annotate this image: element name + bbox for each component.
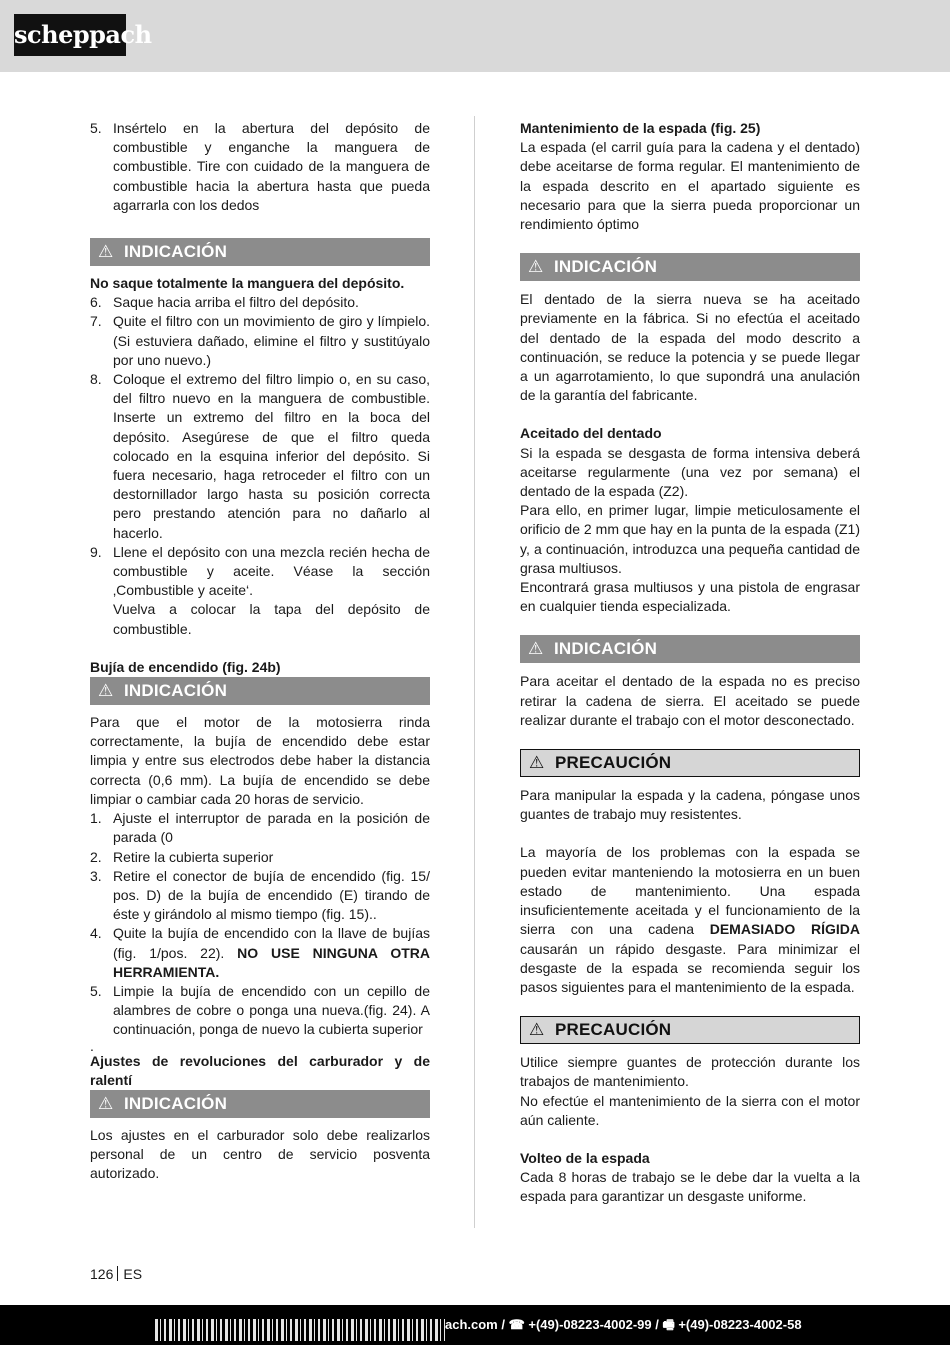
list-item: 7. Quite el filtro con un movimiento de giro y límpielo. (Si estuviera dañado, elimine el filtro y sustitúyalo por uno nuevo.) <box>90 313 430 368</box>
scheppach-logo: scheppach <box>14 14 126 56</box>
paragraph: Si la espada se desgasta de forma intensiva deberá aceitarse regularmente (una vez por semana) el dentado de la espada (Z2). <box>520 444 860 500</box>
list-item: 1. Ajuste el interruptor de parada en la posición de parada (0 <box>90 810 430 846</box>
caution-box: ⚠ PRECAUCIÓN <box>520 749 860 777</box>
warning-triangle-icon: ⚠ <box>528 257 544 277</box>
paragraph: Cada 8 horas de trabajo se le debe dar la vuelta a la espada para garantizar un desgaste uniforme. <box>520 1169 860 1205</box>
list-item: 9. Llene el depósito con una mezcla recién hecha de combustible y aceite. Véase la sección ‚Combustible y aceite‘. <box>90 543 430 599</box>
section-heading: Aceitado del dentado <box>520 425 662 442</box>
dot-text: . <box>90 1037 94 1054</box>
column-divider <box>474 116 475 1228</box>
warning-triangle-icon: ⚠ <box>98 242 114 262</box>
paragraph: Encontrará grasa multiusos y una pistola de engrasar en cualquier tienda especializada. <box>520 579 860 615</box>
note-box: ⚠ INDICACIÓN <box>520 635 860 663</box>
paragraph: El dentado de la sierra nueva se ha aceitado previamente en la fábrica. Si no efectúa el aceitado del dentado de la espada del modo descrito a continuación, se reduce la potencia y se puede llegar a un agarrotamiento, lo que supondrá una anulación de la garantía del fabricante. <box>520 291 860 404</box>
section-heading: Ajustes de revoluciones del carburador y de ralentí <box>90 1052 430 1088</box>
warning-triangle-icon: ⚠ <box>529 1020 545 1040</box>
note-box: ⚠ INDICACIÓN <box>90 238 430 266</box>
warning-triangle-icon: ⚠ <box>98 1093 114 1113</box>
list-item: 3. Retire el conector de bujía de encendido (fig. 15/ pos. D) de la bujía de encendido (E) tirando de éste y girándolo al mismo tiempo (fig. 15).. <box>90 867 430 923</box>
warning-triangle-icon: ⚠ <box>98 681 114 701</box>
paragraph: La mayoría de los problemas con la espada se pueden evitar manteniendo la motosierra en un buen estado de mantenimiento. Una espada insuficientemente aceitada y el funcionamiento de la sierra con una cadena DEMASIADO RÍGIDA causarán un rápido desgaste. Para minimizar el desgaste de la espada se recomienda seguir los pasos siguientes para el mantenimiento de la espada. <box>520 844 861 995</box>
warning-triangle-icon: ⚠ <box>528 639 544 659</box>
paragraph: Los ajustes en el carburador solo debe realizarlos personal de un centro de servicio posventa autorizado. <box>90 1126 430 1182</box>
list-item: 4. Quite la bujía de encendido con la llave de bujías (fig. 1/pos. 22). NO USE NINGUNA OTRA HERRAMIENTA. <box>90 925 430 980</box>
right-column <box>520 119 860 1207</box>
list-item: 5. Limpie la bujía de encendido con un cepillo de alambres de cobre o ponga una nueva.(fig. 24). A continuación, ponga de nuevo la cubierta superior <box>90 982 430 1038</box>
header-bar <box>0 0 950 72</box>
left-column <box>90 119 430 1184</box>
list-item-continuation: Vuelva a colocar la tapa del depósito de combustible. <box>113 601 430 637</box>
paragraph: Para manipular la espada y la cadena, póngase unos guantes de trabajo muy resistentes. <box>520 787 860 823</box>
list-item: 8. Coloque el extremo del filtro limpio o, en su caso, del filtro nuevo en la manguera de combustible. Inserte un extremo del filtro en la boca del depósito. Asegúrese de que el filtro queda colocado en la esquina inferior del depósito. Si fuera necesario, haga retroceder el filtro con un destornillador largo hasta su posición correcta pero prestando atención para no dañarlo al hacerlo. <box>90 371 430 541</box>
list-item: 6. Saque hacia arriba el filtro del depósito. <box>90 294 359 311</box>
footer-graphic <box>155 1319 445 1341</box>
section-heading: Volteo de la espada <box>520 1149 650 1166</box>
list-item: 2. Retire la cubierta superior <box>90 848 274 865</box>
paragraph: Utilice siempre guantes de protección durante los trabajos de mantenimiento. <box>520 1054 860 1090</box>
note-text: No saque totalmente la manguera del depósito. <box>90 275 405 292</box>
section-heading: Bujía de encendido (fig. 24b) <box>90 658 281 675</box>
note-box: ⚠ INDICACIÓN <box>520 253 860 281</box>
warning-triangle-icon: ⚠ <box>529 753 545 773</box>
footer-bar <box>0 1305 950 1345</box>
paragraph: Para que el motor de la motosierra rinda correctamente, la bujía de encendido debe estar limpia y entre sus electrodos debe haber la distancia correcta (0,6 mm). La bujía de encendido se debe limpiar o cambiar cada 20 horas de servicio. <box>90 714 430 807</box>
caution-box: ⚠ PRECAUCIÓN <box>520 1016 860 1044</box>
section-heading: Mantenimiento de la espada (fig. 25) <box>520 120 761 136</box>
paragraph: No efectúe el mantenimiento de la sierra con el motor aún caliente. <box>520 1092 860 1128</box>
note-box: ⚠ INDICACIÓN <box>90 677 430 705</box>
paragraph: Para aceitar el dentado de la espada no es preciso retirar la cadena de sierra. El aceitado se puede realizar durante el trabajo con el motor desconectado. <box>520 673 860 728</box>
paragraph: La espada (el carril guía para la cadena y el dentado) debe aceitarse de forma regular. El mantenimiento de la espada descrito en el apartado siguiente es necesario para que la sierra pueda proporcionar un rendimiento óptimo <box>520 139 860 233</box>
footer-contact: ach.com / ☎ +(49)-08223-4002-99 / 🖷 +(49)-08223-4002-58 <box>445 1317 802 1332</box>
paragraph: Para ello, en primer lugar, limpie meticulosamente el orificio de 2 mm que hay en la punta de la espada (Z1) y, a continuación, introduzca una pequeña cantidad de grasa multiusos. <box>520 502 860 576</box>
page-number: 126 ES <box>90 1266 143 1282</box>
note-box: ⚠ INDICACIÓN <box>90 1090 430 1118</box>
list-item: 5. Insértelo en la abertura del depósito de combustible y enganche la manguera de combustible. Tire con cuidado de la manguera de combustible hacia la abertura hasta que pueda agarrarla con los dedos <box>90 120 430 213</box>
